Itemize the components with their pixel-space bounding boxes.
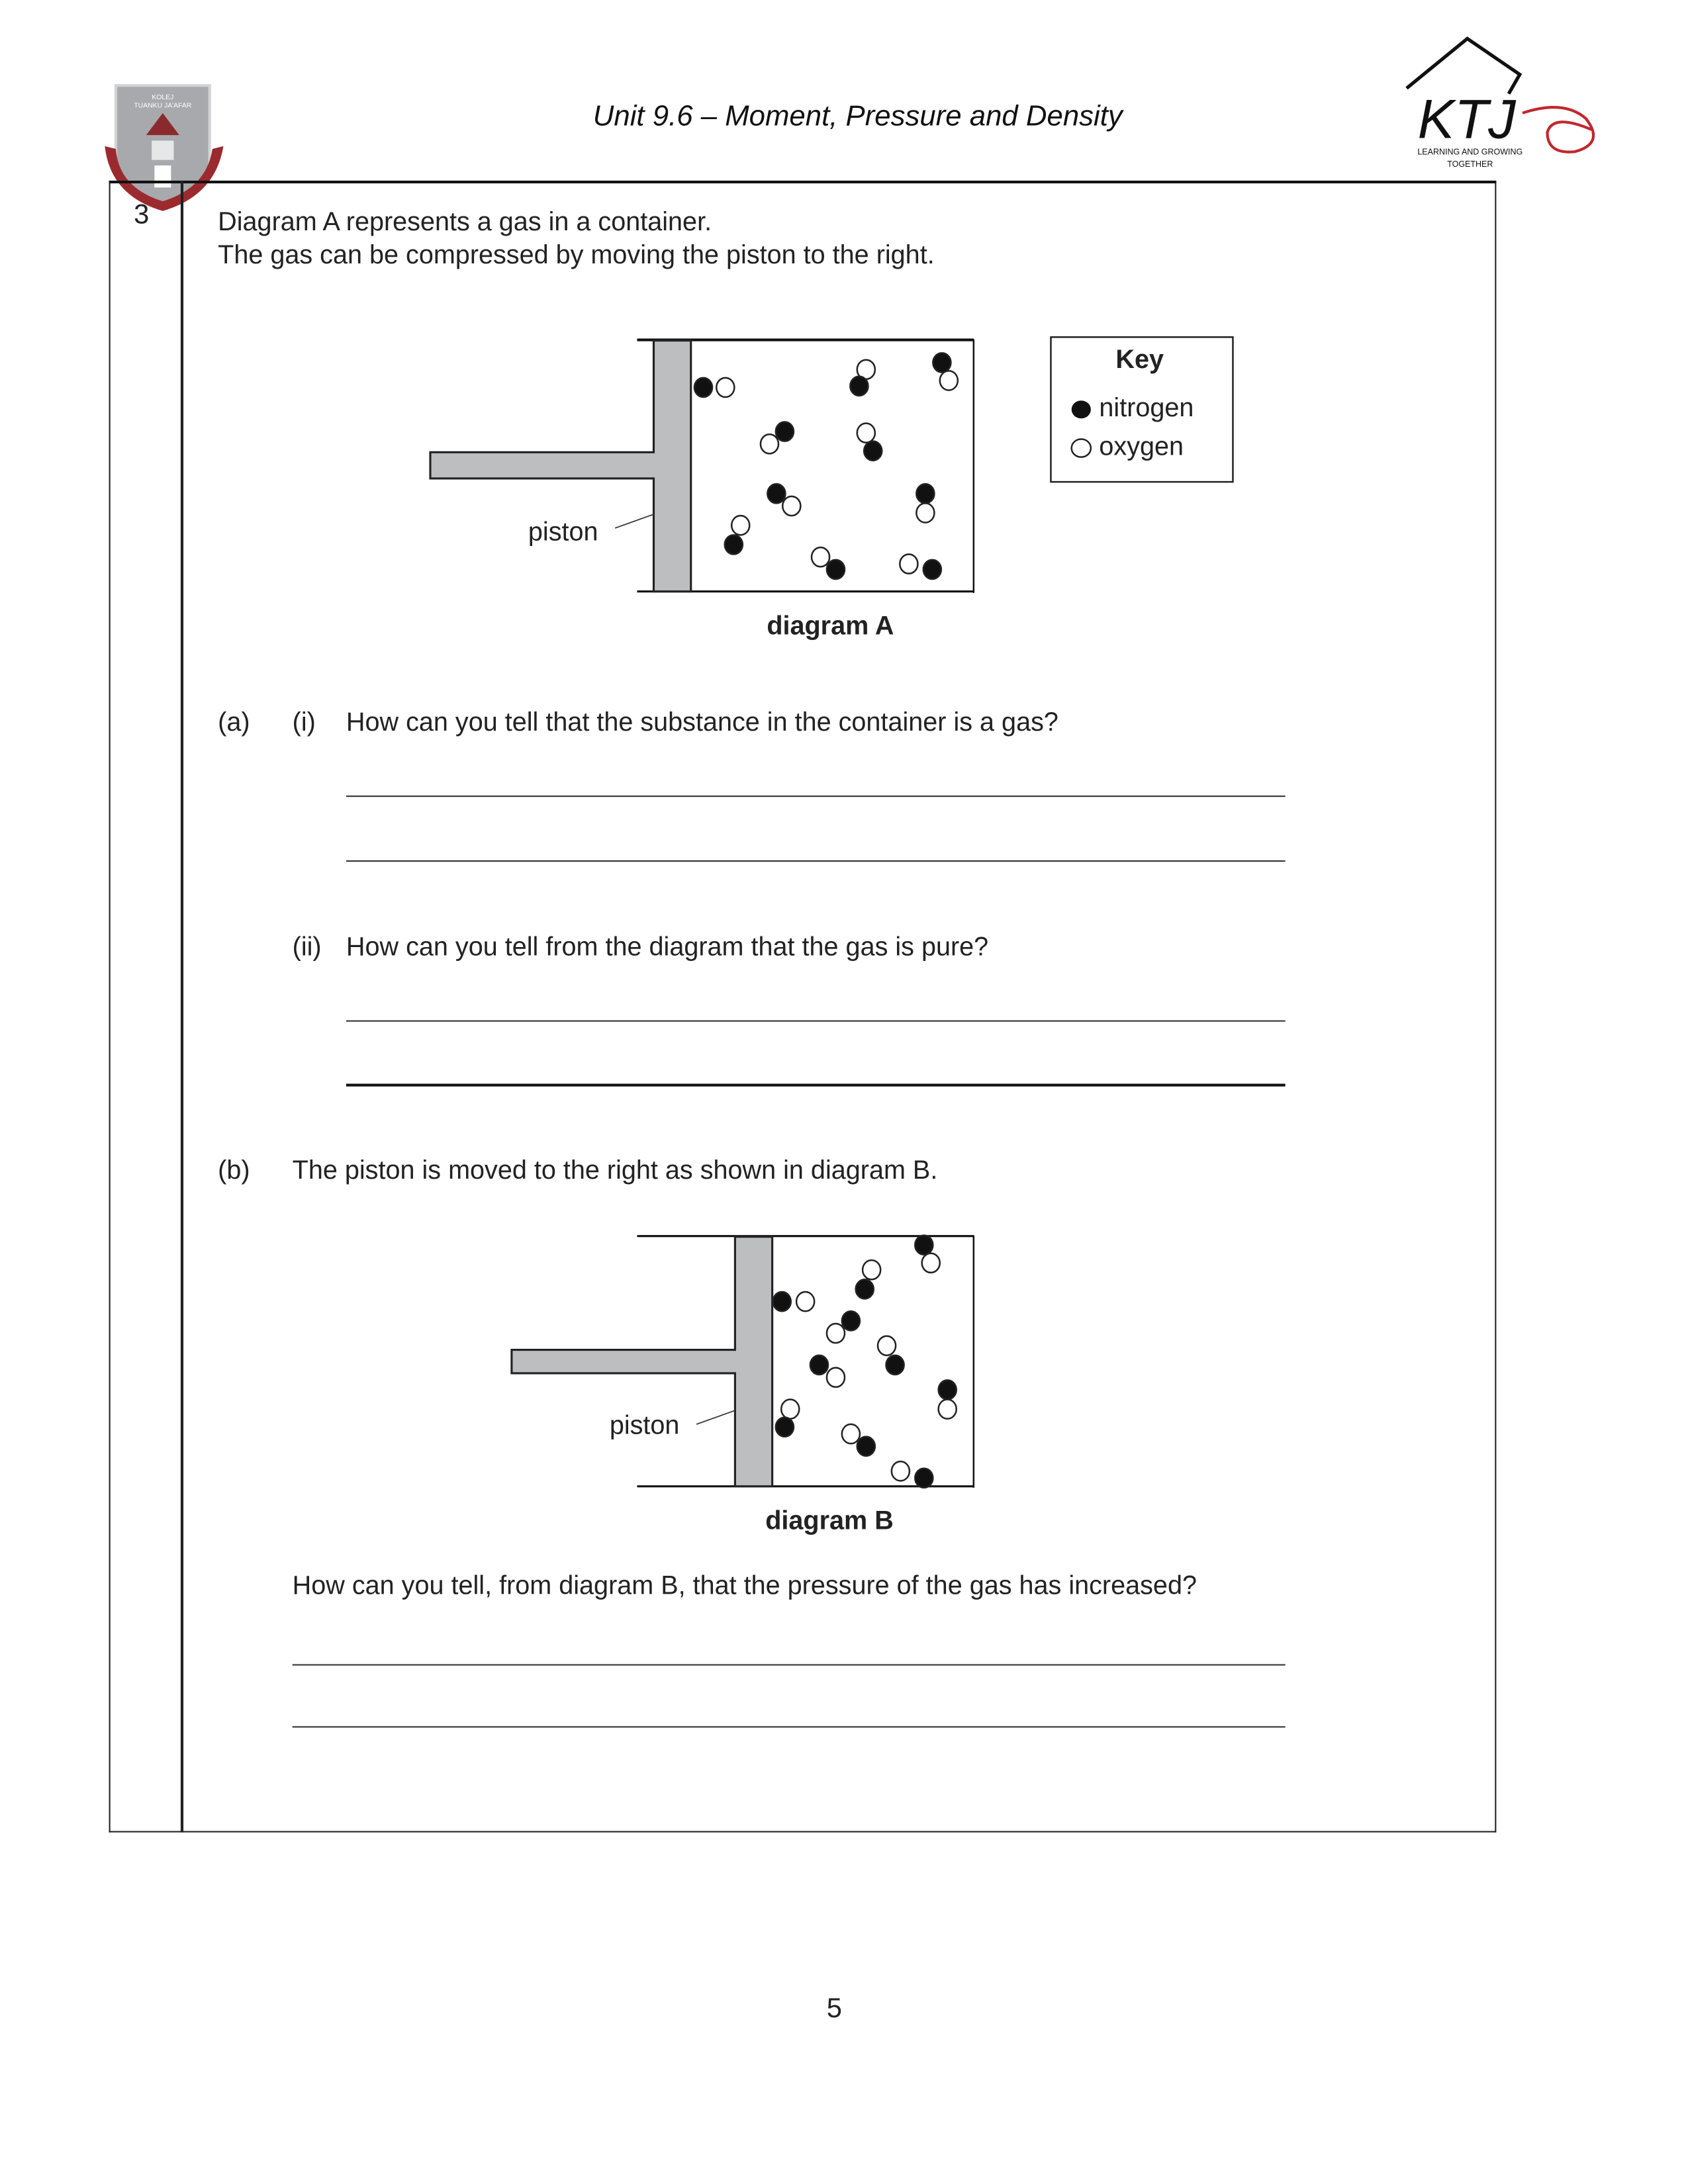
part-a-i-question: How can you tell that the substance in the container is a gas?: [346, 708, 1058, 738]
diagram-b-caption: diagram B: [765, 1507, 894, 1536]
nitrogen-atom: [923, 560, 941, 579]
nitrogen-atom: [694, 378, 712, 397]
nitrogen-atom: [842, 1311, 860, 1330]
oxygen-atom: [761, 434, 778, 453]
diagram-b: [512, 1236, 974, 1488]
nitrogen-atom: [864, 441, 882, 461]
oxygen-atom: [782, 496, 800, 516]
nitrogen-atom: [850, 377, 868, 396]
nitrogen-atom: [916, 484, 934, 503]
svg-text:LEARNING AND GROWING: LEARNING AND GROWING: [1417, 147, 1523, 157]
oxygen-atom: [812, 547, 829, 567]
nitrogen-atom: [725, 535, 743, 554]
part-b-label: (b): [218, 1156, 250, 1186]
oxygen-atom: [940, 371, 958, 390]
oxygen-atom: [827, 1368, 845, 1387]
part-b-statement: The piston is moved to the right as shown in diagram B.: [292, 1156, 938, 1186]
nitrogen-atom: [776, 422, 794, 441]
oxygen-atom: [796, 1292, 814, 1311]
svg-text:TUANKU JA'AFAR: TUANKU JA'AFAR: [134, 102, 192, 110]
nitrogen-atom: [767, 484, 785, 503]
oxygen-atom: [922, 1253, 940, 1273]
piston-b-label: piston: [609, 1412, 680, 1441]
nitrogen-atom: [915, 1469, 933, 1488]
part-a-ii-question: How can you tell from the diagram that the gas is pure?: [346, 933, 989, 963]
part-a-label: (a): [218, 708, 250, 738]
part-a-ii-label: (ii): [292, 933, 322, 963]
oxygen-atom: [900, 554, 917, 573]
answer-line-b-1[interactable]: [293, 1664, 1286, 1666]
oxygen-atom: [863, 1260, 880, 1279]
oxygen-atom: [857, 424, 875, 443]
question-number: 3: [134, 200, 150, 230]
svg-text:KTJ: KTJ: [1417, 88, 1516, 150]
diagram-a-caption: diagram A: [767, 612, 894, 641]
piston-a-label: piston: [528, 518, 598, 548]
piston-a: [430, 341, 691, 592]
answer-line-a-ii-1[interactable]: [346, 1021, 1286, 1022]
oxygen-atom: [892, 1461, 910, 1480]
oxygen-key-icon: [1072, 439, 1091, 457]
intro-line-2: The gas can be compressed by moving the piston to the right.: [218, 241, 935, 271]
answer-line-a-i-1[interactable]: [346, 796, 1286, 797]
oxygen-atom: [878, 1336, 896, 1355]
nitrogen-atom: [776, 1418, 794, 1437]
answer-line-a-i-2[interactable]: [346, 860, 1286, 862]
intro-line-1: Diagram A represents a gas in a container.: [218, 208, 712, 238]
oxygen-atom: [842, 1424, 860, 1443]
nitrogen-key-icon: [1072, 400, 1091, 418]
part-b-question: How can you tell, from diagram B, that the pressure of the gas has increased?: [292, 1571, 1197, 1601]
nitrogen-atom: [886, 1355, 904, 1375]
nitrogen-atom: [939, 1380, 957, 1399]
nitrogen-atom: [857, 1437, 875, 1456]
key-nitrogen-label: nitrogen: [1099, 394, 1194, 424]
oxygen-atom: [827, 1324, 845, 1343]
nitrogen-atom: [810, 1355, 828, 1375]
diagram-a: [430, 339, 974, 592]
page-header-title: Unit 9.6 – Moment, Pressure and Density: [592, 101, 1123, 132]
key-oxygen-label: oxygen: [1099, 433, 1184, 462]
nitrogen-atom: [933, 353, 951, 372]
oxygen-atom: [781, 1400, 799, 1419]
oxygen-atom: [716, 378, 734, 397]
nitrogen-atom: [773, 1292, 791, 1311]
piston-a-pointer: [615, 514, 653, 528]
answer-line-a-ii-2[interactable]: [346, 1083, 1286, 1086]
piston-b-pointer: [696, 1410, 735, 1424]
svg-text:KOLEJ: KOLEJ: [152, 93, 174, 101]
piston-b: [512, 1237, 773, 1486]
answer-line-b-2[interactable]: [293, 1726, 1286, 1727]
svg-text:TOGETHER: TOGETHER: [1447, 159, 1493, 169]
key-title: Key: [1115, 345, 1164, 375]
oxygen-atom: [939, 1400, 957, 1419]
nitrogen-atom: [915, 1236, 933, 1255]
oxygen-atom: [731, 516, 749, 535]
nitrogen-atom: [856, 1279, 874, 1298]
part-a-i-label: (i): [292, 708, 316, 738]
page-number: 5: [826, 1993, 842, 2025]
nitrogen-atom: [827, 560, 845, 579]
oxygen-atom: [916, 503, 934, 522]
